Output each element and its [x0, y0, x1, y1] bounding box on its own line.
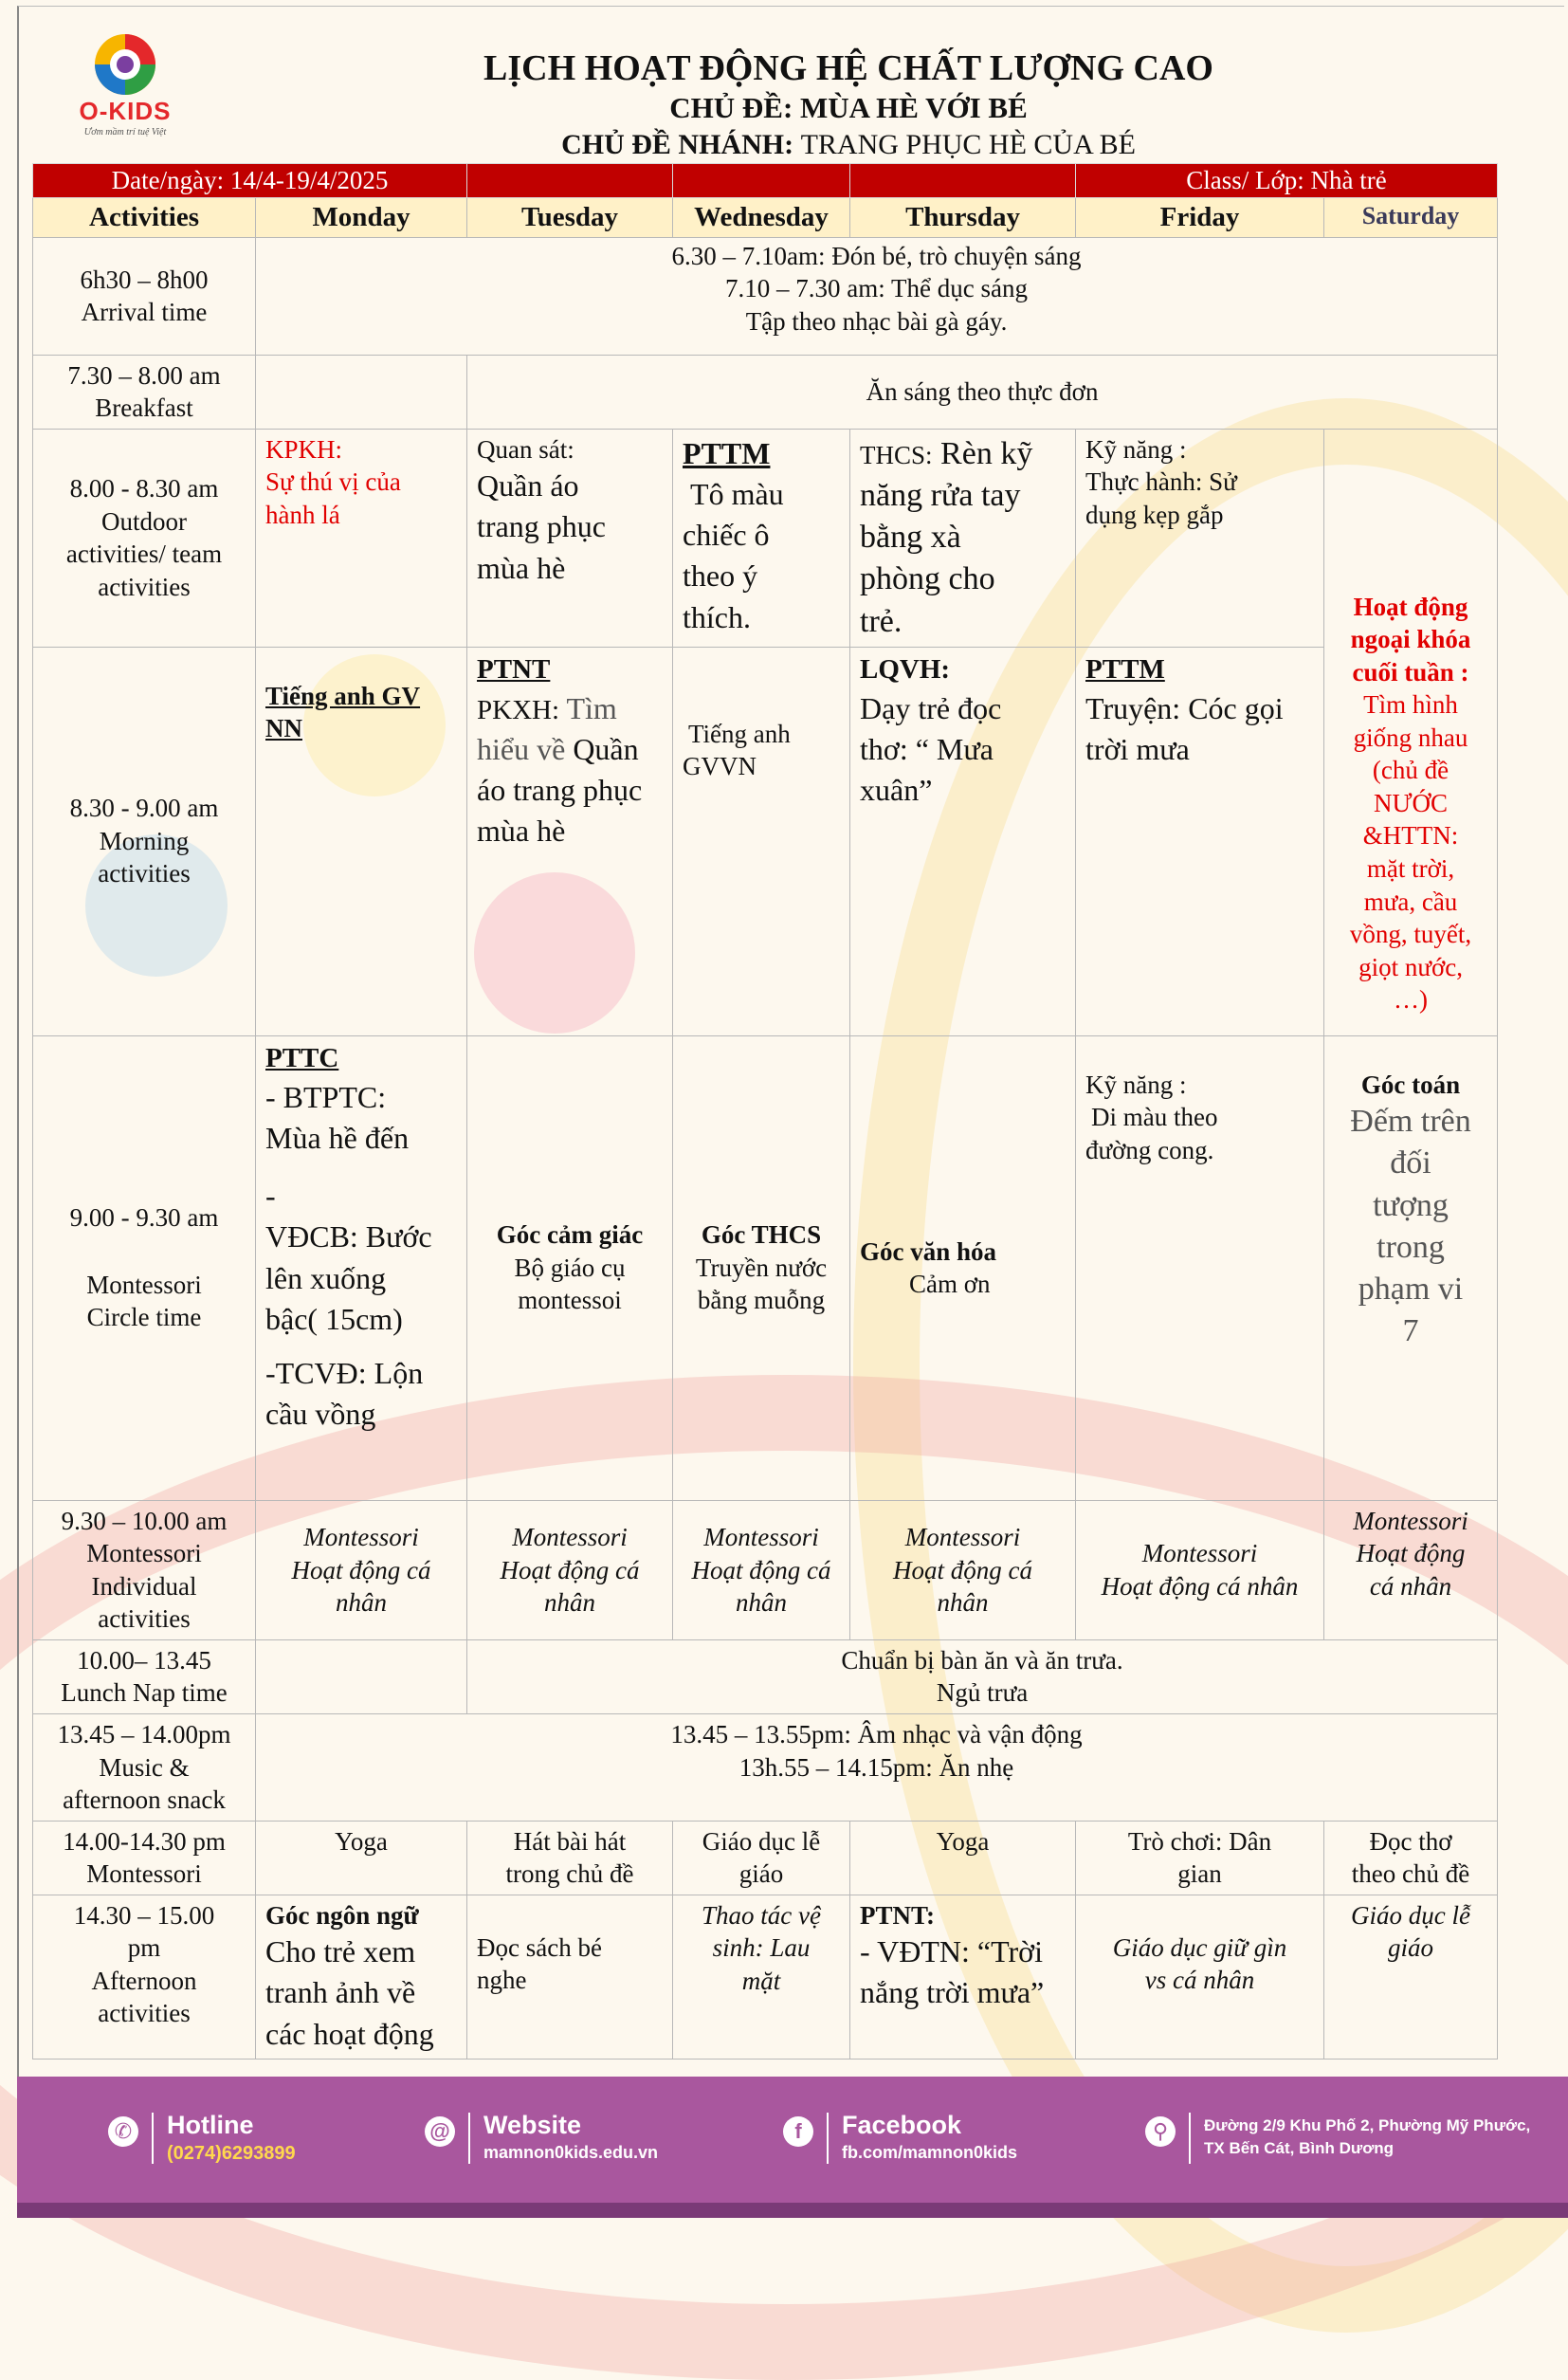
pm-friday: Trò chơi: Dân gian [1076, 1821, 1324, 1895]
individual-friday: Montessori Hoạt động cá nhân [1076, 1500, 1324, 1639]
afternoon-monday: Góc ngôn ngữ Cho trẻ xem tranh ảnh về các hoạt động [256, 1895, 467, 2059]
time-cell: 8.30 - 9.00 am Morning activities [33, 647, 256, 1035]
header-activities: Activities [33, 197, 256, 237]
row-morning [33, 647, 1498, 1035]
circle-saturday: Góc toán Đếm trên đối tượng trong phạm vi 7 [1324, 1035, 1498, 1500]
address-text: Đường 2/9 Khu Phố 2, Phường Mỹ Phước, TX Bến Cát, Bình Dương [1204, 2116, 1531, 2157]
logo-swirl-icon [70, 28, 180, 97]
class-cell: Class/ Lớp: Nhà trẻ [1076, 164, 1498, 198]
individual-thursday: Montessori Hoạt động cá nhân [850, 1500, 1076, 1639]
pm-tuesday: Hát bài hát trong chủ đề [467, 1821, 673, 1895]
pm-wednesday: Giáo dục lễ giáo [673, 1821, 850, 1895]
row-breakfast [33, 355, 1498, 429]
header-row [33, 197, 1498, 237]
individual-wednesday: Montessori Hoạt động cá nhân [673, 1500, 850, 1639]
music-content: 13.45 – 13.55pm: Âm nhạc và vận động 13h.55 – 14.15pm: Ăn nhẹ [256, 1713, 1498, 1821]
outdoor-tuesday: Quan sát: Quần áo trang phục mùa hè [467, 429, 673, 647]
individual-saturday: Montessori Hoạt động cá nhân [1324, 1500, 1498, 1639]
header-friday: Friday [1076, 197, 1324, 237]
circle-friday: Kỹ năng : Di màu theo đường cong. [1076, 1035, 1324, 1500]
sub-theme-label: CHỦ ĐỀ NHÁNH: [561, 129, 794, 160]
at-icon: @ [425, 2116, 455, 2147]
row-montessori-pm [33, 1821, 1498, 1895]
afternoon-saturday: Giáo dục lễ giáo [1324, 1895, 1498, 2059]
morning-friday: PTTM Truyện: Cóc gọi trời mưa [1076, 647, 1324, 1035]
afternoon-tuesday: Đọc sách bé nghe [467, 1895, 673, 2059]
header-thursday: Thursday [850, 197, 1076, 237]
facebook-label: Facebook [842, 2111, 962, 2139]
morning-tuesday: PTNT PKXH: Tìm hiểu về Quần áo trang phục mùa hè [467, 647, 673, 1035]
circle-wednesday: Góc THCS Truyền nước bằng muỗng [673, 1035, 850, 1500]
row-outdoor [33, 429, 1498, 647]
schedule-table [32, 163, 1498, 2060]
header-saturday: Saturday [1324, 197, 1498, 237]
morning-thursday: LQVH: Dạy trẻ đọc thơ: “ Mưa xuân” [850, 647, 1076, 1035]
time-cell: 14.00-14.30 pm Montessori [33, 1821, 256, 1895]
time-cell: 10.00– 13.45 Lunch Nap time [33, 1639, 256, 1713]
pm-saturday: Đọc thơ theo chủ đề [1324, 1821, 1498, 1895]
outdoor-thursday: THCS: Rèn kỹ năng rửa tay bằng xà phòng cho trẻ. [850, 429, 1076, 647]
time-cell: 8.00 - 8.30 am Outdoor activities/ team activities [33, 429, 256, 647]
date-class-row [33, 164, 1498, 198]
outdoor-friday: Kỹ năng : Thực hành: Sử dụng kẹp gắp [1076, 429, 1324, 647]
facebook-icon: f [783, 2116, 813, 2147]
time-cell: 14.30 – 15.00 pm Afternoon activities [33, 1895, 256, 2059]
website-value[interactable]: mamnon0kids.edu.vn [483, 2143, 659, 2162]
row-circle [33, 1035, 1498, 1500]
saturday-extracurricular: Hoạt động ngoại khóa cuối tuần : Tìm hình giống nhau (chủ đề NƯỚC &HTTN: mặt trời, mưa, cầu vồng, tuyết, giọt nước, …) [1324, 429, 1498, 1035]
theme-title: CHỦ ĐỀ: MÙA HÈ VỚI BÉ [669, 91, 1028, 124]
time-cell: 7.30 – 8.00 am Breakfast [33, 355, 256, 429]
afternoon-wednesday: Thao tác vệ sinh: Lau mặt [673, 1895, 850, 2059]
logo-text: O-KIDS [79, 97, 172, 125]
header-wednesday: Wednesday [673, 197, 850, 237]
circle-monday: PTTC - BTPTC: Mùa hề đến - VĐCB: Bước lên xuống bậc( 15cm) -TCVĐ: Lộn cầu vồng [256, 1035, 467, 1500]
sub-theme-title [360, 129, 1337, 161]
logo-slogan: Ươm mầm trí tuệ Việt [83, 127, 167, 137]
header-monday: Monday [256, 197, 467, 237]
circle-thursday: Góc văn hóa Cảm ơn [850, 1035, 1076, 1500]
row-individual [33, 1500, 1498, 1639]
outdoor-wednesday: PTTM Tô màu chiếc ô theo ý thích. [673, 429, 850, 647]
row-arrival [33, 237, 1498, 355]
hotline-label: Hotline [167, 2111, 254, 2139]
row-music [33, 1713, 1498, 1821]
circle-tuesday: Góc cảm giác Bộ giáo cụ montessoi [467, 1035, 673, 1500]
pm-thursday: Yoga [850, 1821, 1076, 1895]
morning-monday: Tiếng anh GV NN [256, 647, 467, 1035]
time-cell: 9.00 - 9.30 am Montessori Circle time [33, 1035, 256, 1500]
afternoon-friday: Giáo dục giữ gìn vs cá nhân [1076, 1895, 1324, 2059]
morning-wednesday: Tiếng anh GVVN [673, 647, 850, 1035]
row-lunch [33, 1639, 1498, 1713]
footer [17, 2077, 1568, 2218]
hotline-value[interactable]: (0274)6293899 [167, 2143, 296, 2164]
row-afternoon [33, 1895, 1498, 2059]
facebook-value[interactable]: fb.com/mamnon0kids [842, 2143, 1018, 2162]
website-label: Website [483, 2111, 582, 2139]
page-title: LỊCH HOẠT ĐỘNG HỆ CHẤT LƯỢNG CAO [483, 48, 1213, 88]
sub-theme-value: TRANG PHỤC HÈ CỦA BÉ [800, 129, 1136, 160]
lunch-content: Chuẩn bị bàn ăn và ăn trưa. Ngủ trưa [467, 1639, 1498, 1713]
footer-strip [17, 2203, 1568, 2218]
location-pin-icon: ⚲ [1145, 2116, 1176, 2147]
date-cell: Date/ngày: 14/4-19/4/2025 [33, 164, 467, 198]
individual-monday: Montessori Hoạt động cá nhân [256, 1500, 467, 1639]
pm-monday: Yoga [256, 1821, 467, 1895]
individual-tuesday: Montessori Hoạt động cá nhân [467, 1500, 673, 1639]
time-cell: 6h30 – 8h00 Arrival time [33, 237, 256, 355]
time-cell: 13.45 – 14.00pm Music & afternoon snack [33, 1713, 256, 1821]
arrival-content: 6.30 – 7.10am: Đón bé, trò chuyện sáng 7.10 – 7.30 am: Thể dục sáng Tập theo nhạc bài gà gáy. [256, 237, 1498, 355]
phone-icon: ✆ [108, 2116, 138, 2147]
outdoor-monday: KPKH: Sự thú vị của hành lá [256, 429, 467, 647]
afternoon-thursday: PTNT: - VĐTN: “Trời nắng trời mưa” [850, 1895, 1076, 2059]
breakfast-content: Ăn sáng theo thực đơn [467, 355, 1498, 429]
header-tuesday: Tuesday [467, 197, 673, 237]
o-kids-logo [70, 28, 180, 142]
time-cell: 9.30 – 10.00 am Montessori Individual activities [33, 1500, 256, 1639]
